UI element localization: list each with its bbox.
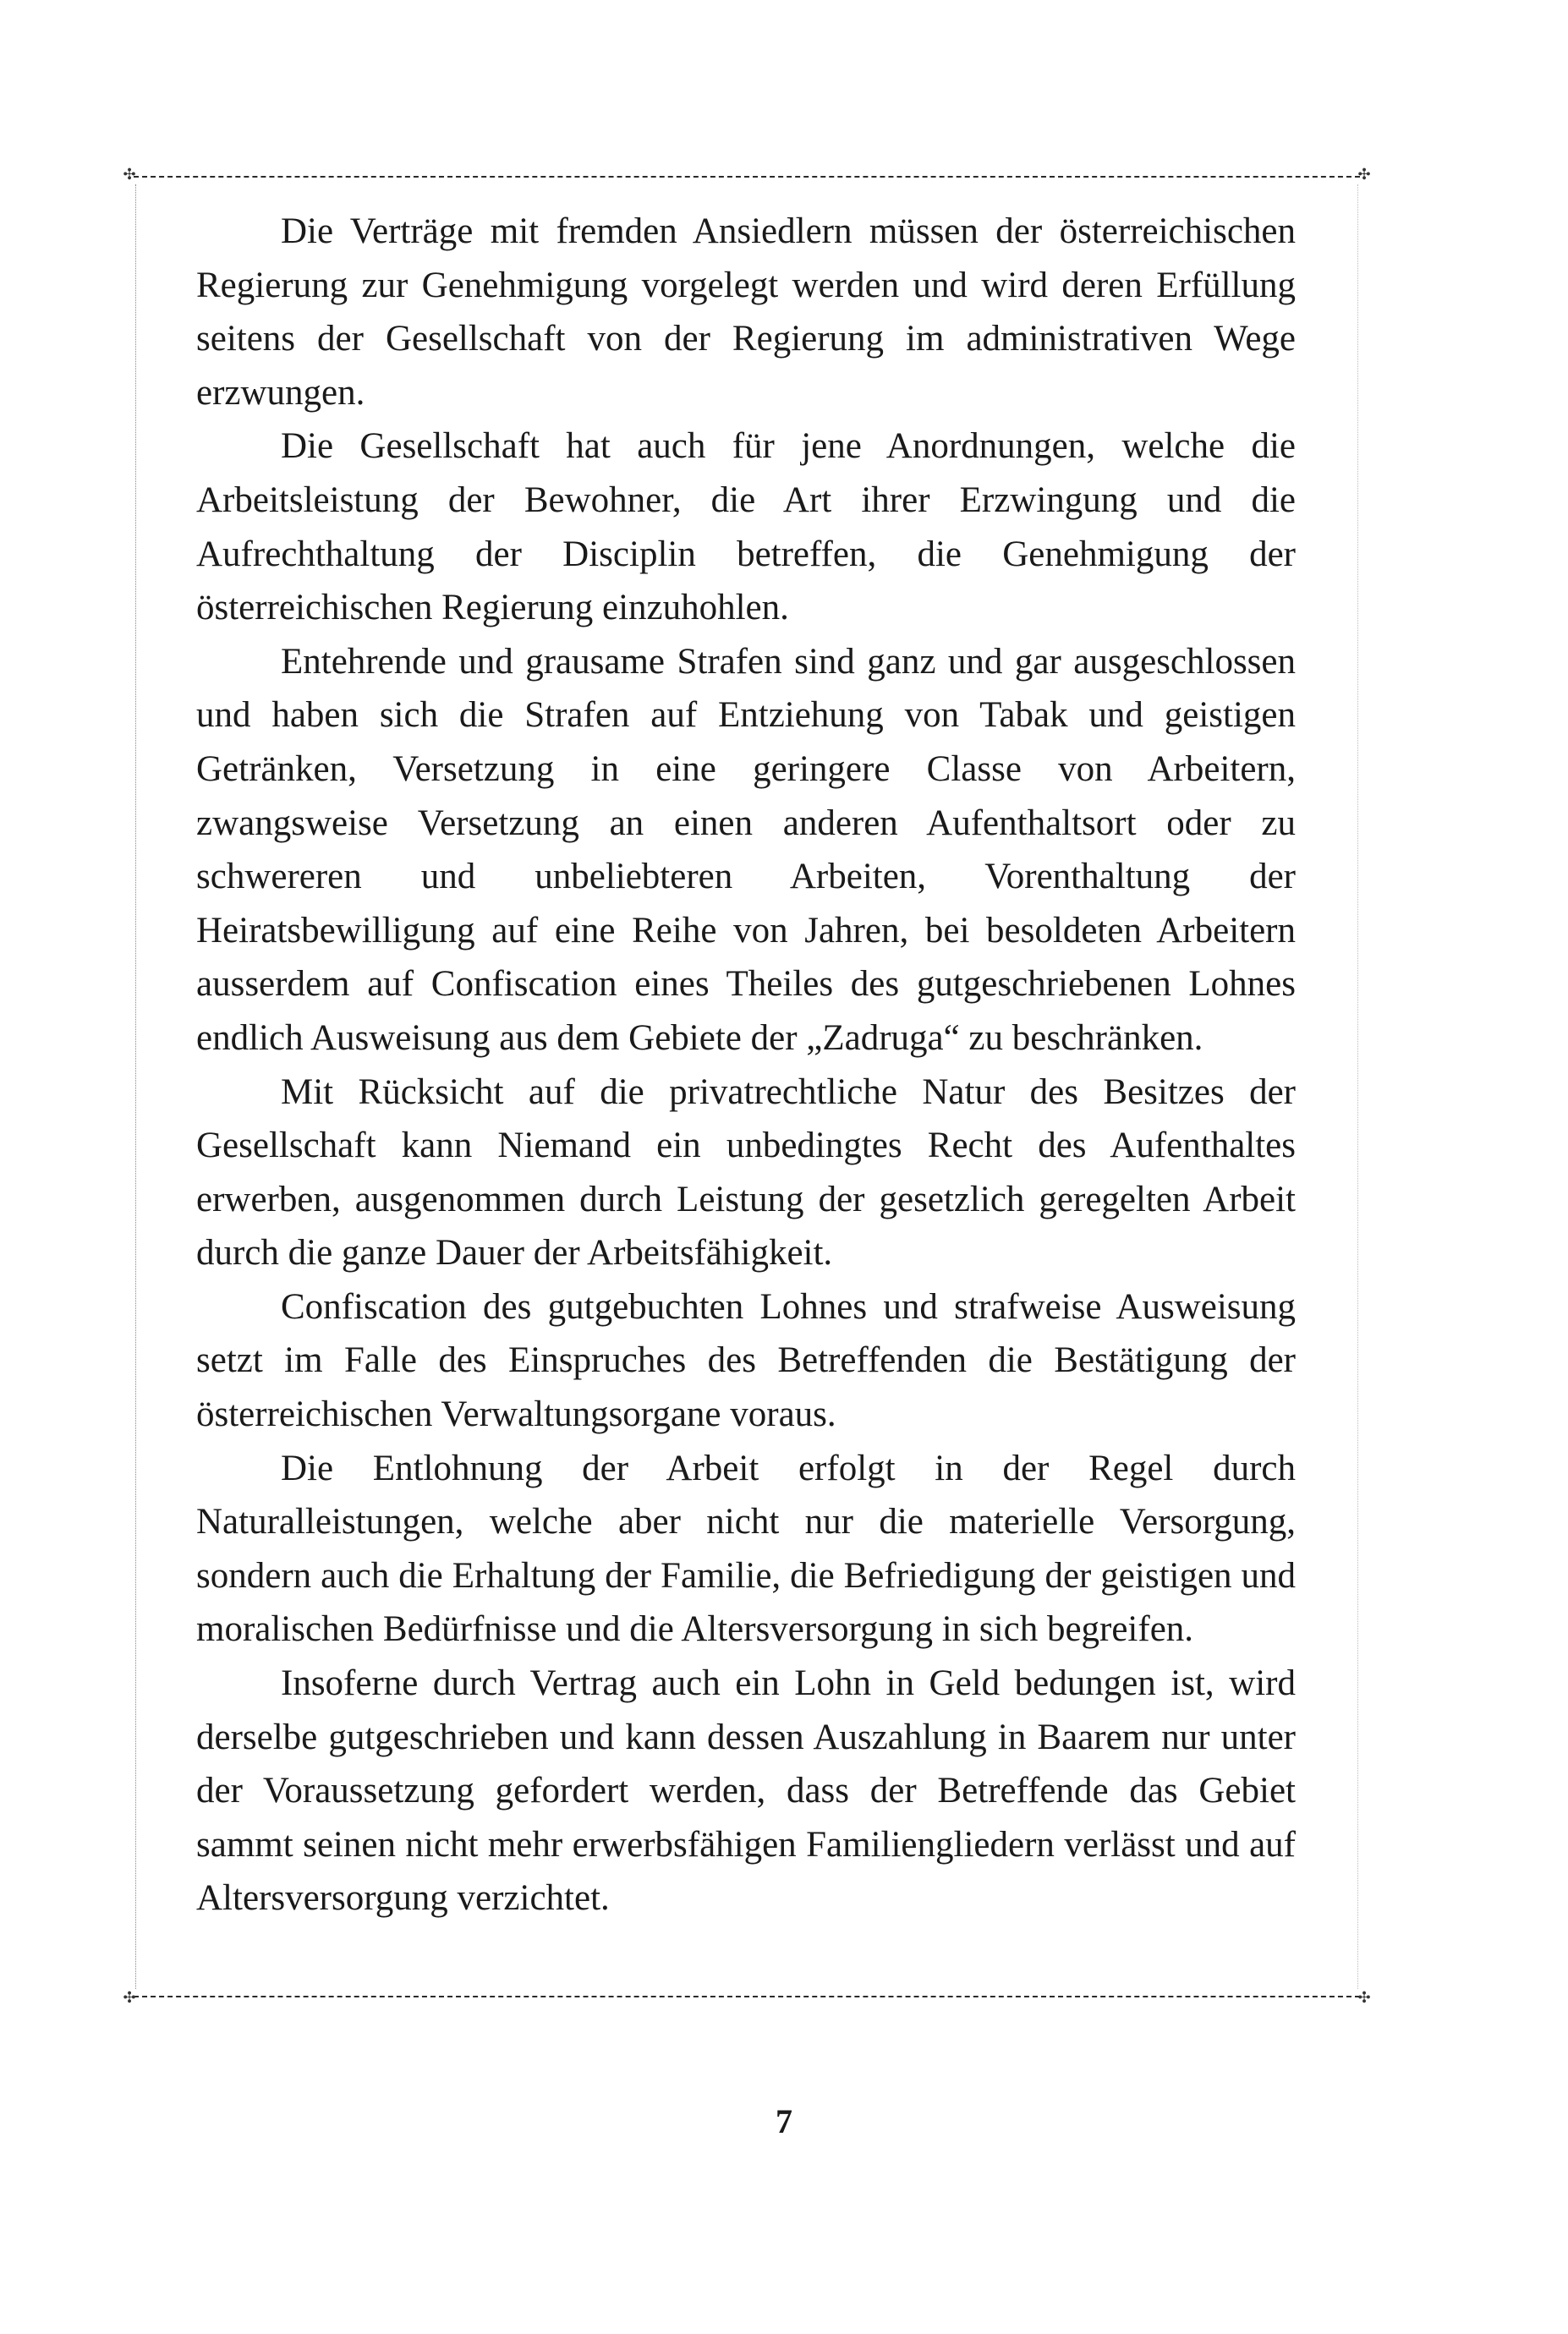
paragraph: Insoferne durch Vertrag auch ein Lohn in Geld bedungen ist, wird derselbe gutgeschrieben und kann dessen Auszahlung in Baarem nur unter der Voraussetzung gefordert werden, dass der Betreffende das Gebiet sammt seinen nicht mehr erwerbsfähigen Familiengliedern verlässt und auf Altersversorgung verzichtet. xyxy=(196,1663,1296,1919)
corner-ornament-icon: ✣ xyxy=(123,166,136,184)
bottom-border-rule xyxy=(134,1996,1360,1997)
paragraph: Die Entlohnung der Arbeit erfolgt in der Regel durch Naturalleistungen, welche aber nicht nur die materielle Versorgung, sondern auch die Erhaltung der Familie, die Befriedigung der geistigen und moralischen Bedürfnisse und die Altersversorgung in sich begreifen. xyxy=(196,1448,1296,1650)
page-number: 7 xyxy=(776,2102,792,2140)
left-border-line xyxy=(135,184,136,1989)
corner-ornament-icon: ✣ xyxy=(1357,1989,1371,2007)
paragraph: Die Gesellschaft hat auch für jene Anordnungen, welche die Arbeitsleistung der Bewohner, die Art ihrer Erzwingung und die Aufrechthaltung der Disciplin betreffen, die Genehmigung der österreichischen Regierung einzuhohlen. xyxy=(196,426,1296,628)
paragraph: Entehrende und grausame Strafen sind ganz und gar ausgeschlossen und haben sich die Strafen auf Entziehung von Tabak und geistigen Getränken, Versetzung in eine geringere Classe von Arbeitern, zwangsweise Versetzung an einen anderen Aufenthaltsort oder zu schwereren und unbeliebteren Arbeiten, Vorenthaltung der Heiratsbewilligung auf eine Reihe von Jahren, bei besoldeten Arbeitern ausserdem auf Confiscation eines Theiles des gutgeschriebenen Lohnes endlich Ausweisung aus dem Gebiete der „Zadruga“ zu beschränken. xyxy=(196,641,1296,1058)
right-border-line xyxy=(1357,184,1358,1989)
paragraph: Die Verträge mit fremden Ansiedlern müssen der österreichischen Regierung zur Genehmigung vorgelegt werden und wird deren Erfüllung seitens der Gesellschaft von der Regierung im administrativen Wege erzwungen. xyxy=(196,211,1296,413)
corner-ornament-icon: ✣ xyxy=(123,1989,136,2007)
corner-ornament-icon: ✣ xyxy=(1357,166,1371,184)
paragraph: Mit Rücksicht auf die privatrechtliche Natur des Besitzes der Gesellschaft kann Niemand ein unbedingtes Recht des Aufenthaltes erwerben, ausgenommen durch Leistung der gesetzlich geregelten Arbeit durch die ganze Dauer der Arbeitsfähigkeit. xyxy=(196,1071,1296,1274)
top-border-rule xyxy=(134,176,1360,178)
body-text xyxy=(196,205,1296,1926)
paragraph: Confiscation des gutgebuchten Lohnes und strafweise Ausweisung setzt im Falle des Einspruches des Betreffenden die Bestätigung der österreichischen Verwaltungsorgane voraus. xyxy=(196,1286,1296,1435)
